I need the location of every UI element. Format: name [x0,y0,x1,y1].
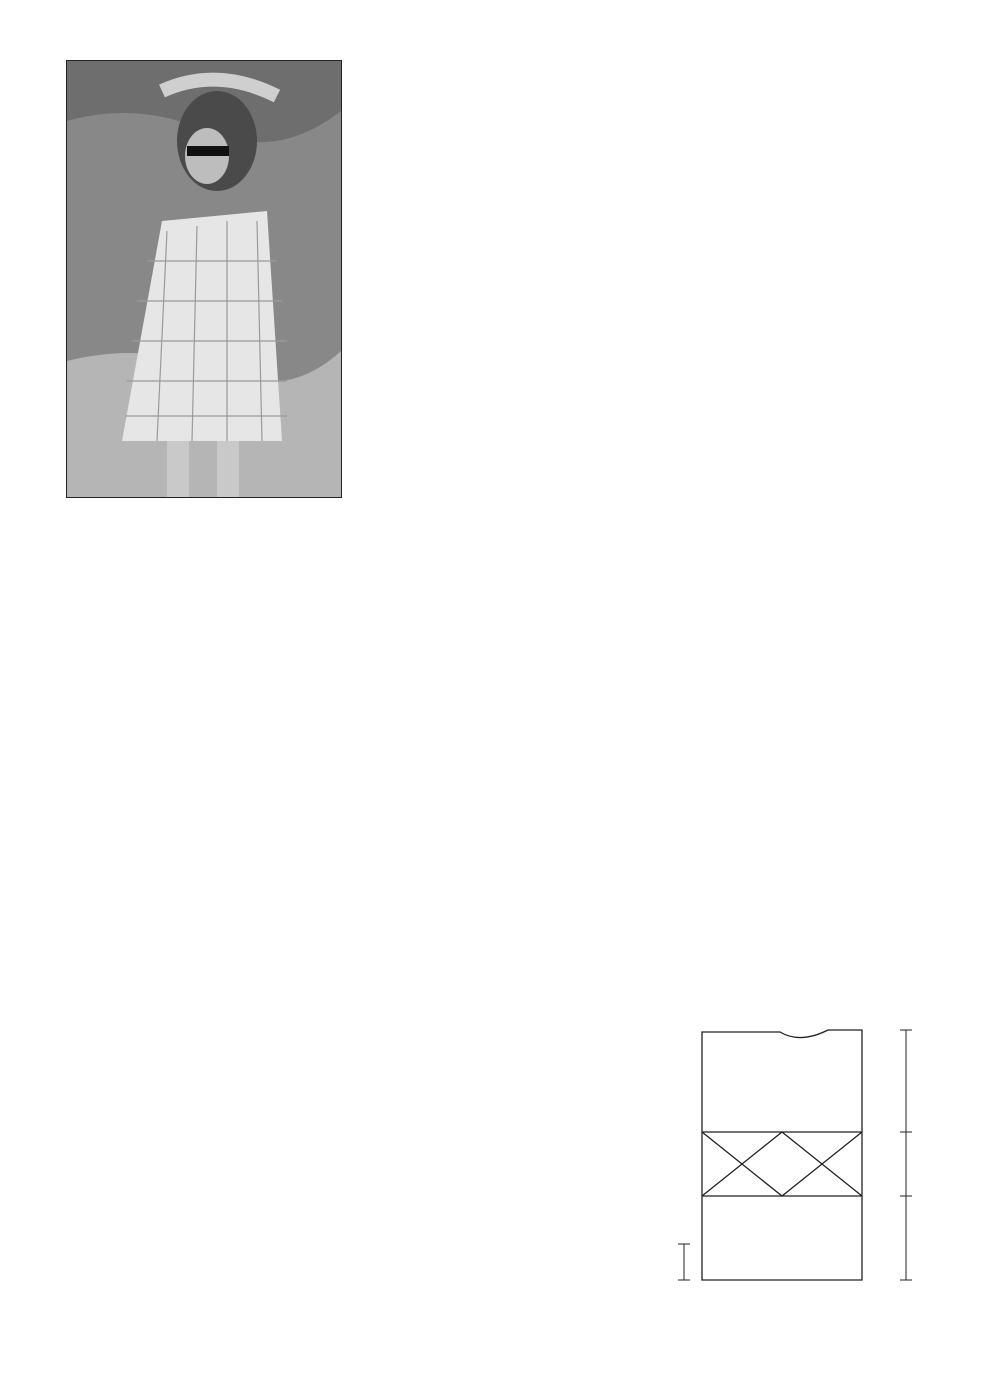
garment-pattern-diagram [660,1022,920,1312]
legend-item-sl-st [356,990,359,1004]
legend-item-ch [356,1016,359,1030]
legend-item-popcorn [506,1040,509,1054]
legend-item-dc [356,1040,359,1054]
model-photo [66,60,342,498]
crochet-chart-1-2 [452,178,862,940]
crochet-chart-3 [66,1115,606,1315]
legend-item-sc [506,990,509,1004]
legend-item-picot [506,1016,509,1030]
